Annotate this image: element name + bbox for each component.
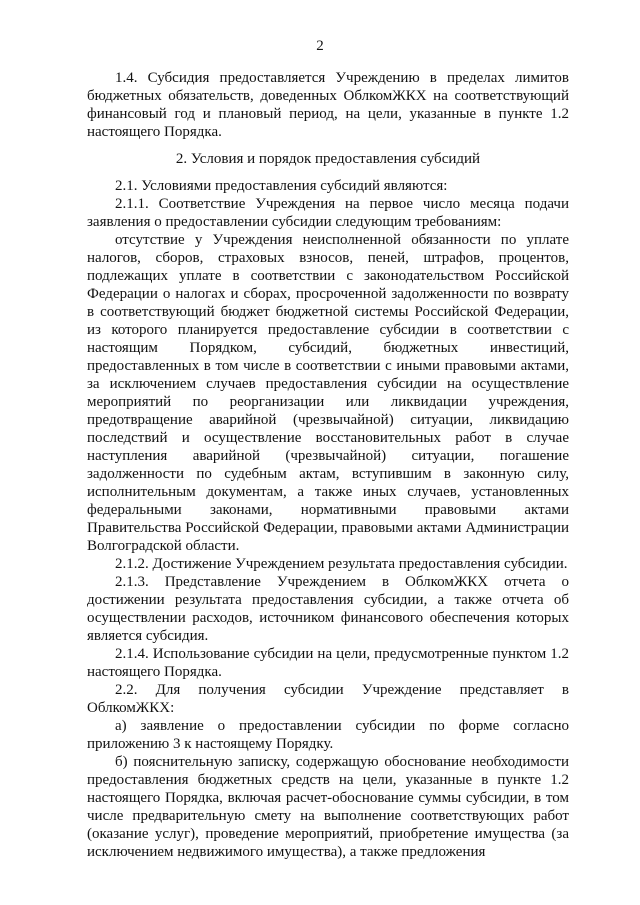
section-heading: 2. Условия и порядок предоставления субсидий [175,151,481,167]
paragraph-2-1-3: 2.1.3. Представление Учреждением в ОблкомЖКХ отчета о достижении результата предоставления субсидии, а также отчета об осуществлении расходов, источником финансового обеспечения которых является субсидия. [87,574,569,644]
paragraph-2-1-2: 2.1.2. Достижение Учреждением результата предоставления субсидии. [115,556,568,572]
page-number: 2 [316,38,324,54]
paragraph-2-1-1: 2.1.1. Соответствие Учреждения на первое число месяца подачи заявления о предоставлении субсидии следующим требованиям: [87,196,569,230]
paragraph-1-4: 1.4. Субсидия предоставляется Учреждению в пределах лимитов бюджетных обязательств, доведенных ОблкомЖКХ на соответствующий финансовый год и плановый период, на цели, указанные в пункте 1.2 настоящего Порядка. [87,70,569,140]
paragraph-requirements: отсутствие у Учреждения неисполненной обязанности по уплате налогов, сборов, страховых взносов, пеней, штрафов, процентов, подлежащих уплате в соответствии с законодательством Российской Федерации о налогах и сборах, просроченной задолженности по возврату в соответствующий бюджет бюджетной системы Российской Федерации, из которого планируется предоставление субсидии в соответствии с настоящим Порядком, субсидий, бюджетных инвестиций, предоставленных в том числе в соответствии с иными правовыми актами, за исключением случаев предоставления субсидии на осуществление мероприятий по реорганизации или ликвидации учреждения, предотвращение аварийной (чрезвычайной) ситуации, ликвидацию последствий и осуществление восстановительных работ в случае наступления аварийной (чрезвычайной) ситуации, погашение задолженности по судебным актам, вступившим в законную силу, исполнительным документам, а также иных случаев, установленных федеральными законами, нормативными правовыми актами Правительства Российской Федерации, правовыми актами Администрации Волгоградской области. [87,232,569,554]
paragraph-2-1: 2.1. Условиями предоставления субсидий являются: [115,178,448,194]
document-body [87,69,569,861]
paragraph-2-1-4: 2.1.4. Использование субсидии на цели, предусмотренные пунктом 1.2 настоящего Порядка. [87,646,569,680]
list-item-b: б) пояснительную записку, содержащую обоснование необходимости предоставления бюджетных средств на цели, указанные в пункте 1.2 настоящего Порядка, включая расчет-обоснование суммы субсидии, в том числе предварительную смету на выполнение соответствующих работ (оказание услуг), проведение мероприятий, приобретение имущества (за исключением недвижимого имущества), а также предложения [87,754,569,860]
list-item-a: а) заявление о предоставлении субсидии по форме согласно приложению 3 к настоящему Порядку. [87,718,569,752]
paragraph-2-2: 2.2. Для получения субсидии Учреждение представляет в ОблкомЖКХ: [87,682,569,716]
